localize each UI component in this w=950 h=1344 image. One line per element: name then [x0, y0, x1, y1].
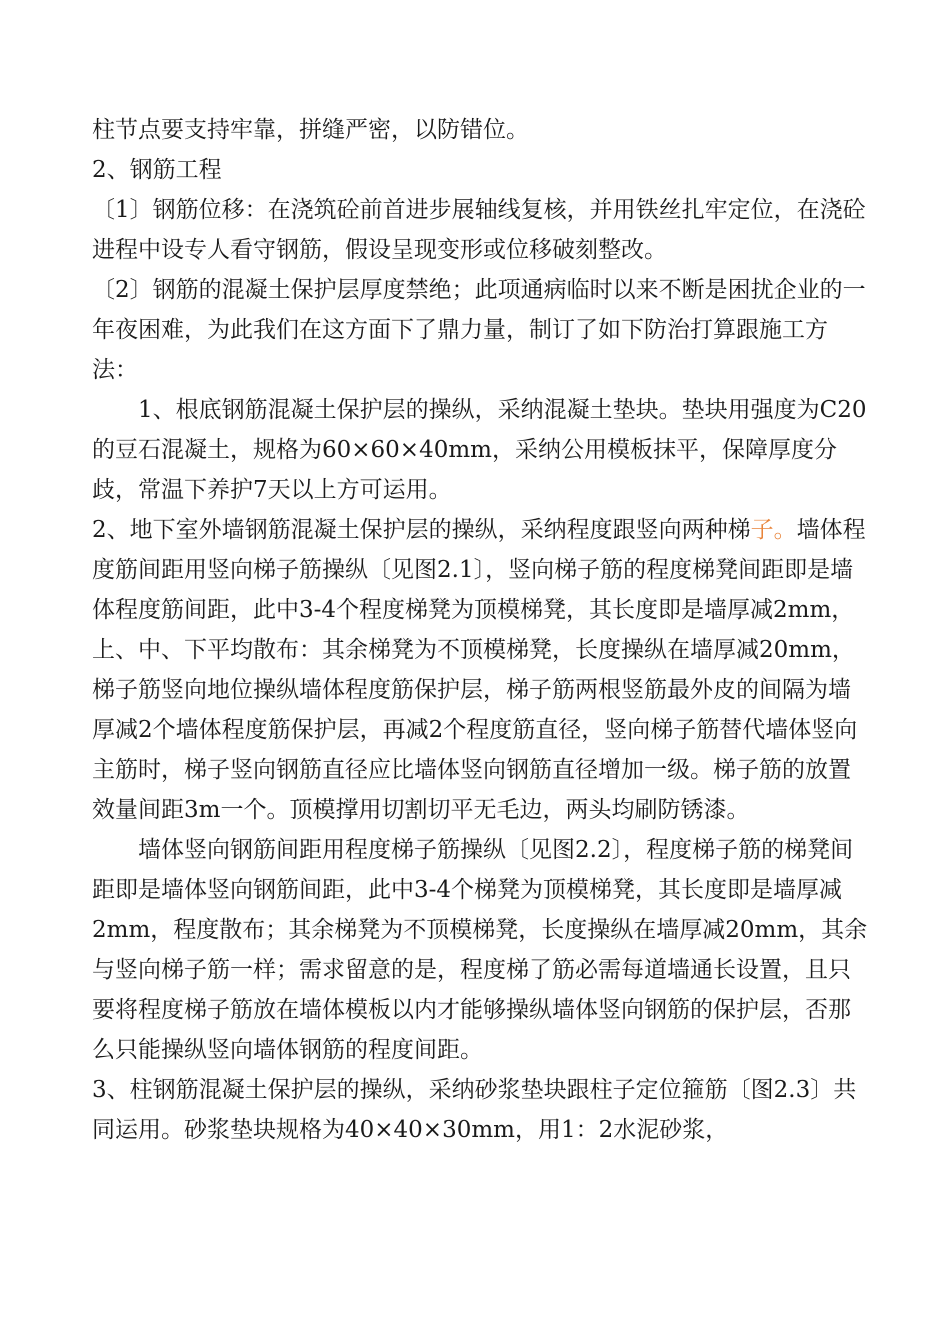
highlighted-text: 子。 [750, 517, 797, 543]
paragraph-foundation-cover: 1、根底钢筋混凝土保护层的操纵，采纳混凝土垫块。垫块用强度为C20的豆石混凝土，规格为60×60×40mm，采纳公用模板抹平，保障厚度分歧，常温下养护7天以上方可运用。 [92, 397, 867, 503]
paragraph-wall-vertical-rebar: 墙体竖向钢筋间距用程度梯子筋操纵〔见图2.2〕，程度梯子筋的梯凳间距即是墙体竖向钢筋间距，此中3-4个梯凳为顶模梯凳，其长度即是墙厚减2mm，程度散布；其余梯凳为不顶模梯凳，长度操纵在墙厚减20mm，其余与竖向梯子筋一样；需求留意的是，程度梯了筋必需每道墙通长设置，且只要将程度梯子筋放在墙体模板以内才能够操纵墙体竖向钢筋的保护层，否那么只能操纵竖向墙体钢筋的程度间距。 [92, 837, 868, 1063]
basement-wall-text-start: 2、地下室外墙钢筋混凝土保护层的操纵，采纳程度跟竖向两种梯 [92, 517, 751, 543]
paragraph-basement-wall-cover [92, 510, 870, 830]
paragraph-cover-thickness: 〔2〕钢筋的混凝土保护层厚度禁绝；此项通病临时以来不断是困扰企业的一年夜困难，为此我们在这方面下了鼎力量，制订了如下防治打算跟施工方法： [92, 277, 866, 383]
paragraph-column-joints: 柱节点要支持牢靠，拼缝严密，以防错位。 [92, 117, 529, 143]
section-heading-rebar: 2、钢筋工程 [92, 157, 222, 183]
paragraph-rebar-displacement: 〔1〕钢筋位移：在浇筑砼前首进步展轴线复核，并用铁丝扎牢定位，在浇砼进程中设专人看守钢筋，假设呈现变形或位移破刻整改。 [92, 197, 866, 263]
paragraph-column-cover: 3、柱钢筋混凝土保护层的操纵，采纳砂浆垫块跟柱子定位箍筋〔图2.3〕共同运用。砂浆垫块规格为40×40×30mm，用1：2水泥砂浆， [92, 1077, 857, 1143]
document-page [92, 110, 870, 1150]
basement-wall-text-rest: 墙体程度筋间距用竖向梯子筋操纵〔见图2.1〕，竖向梯子筋的程度梯凳间距即是墙体程度筋间距，此中3-4个程度梯凳为顶模梯凳，其长度即是墙厚减2mm，上、中、下平均散布：其余梯凳为不顶模梯凳，长度操纵在墙厚减20mm，梯子筋竖向地位操纵墙体程度筋保护层，梯子筋两根竖筋最外皮的间隔为墙厚减2个墙体程度筋保护层，再减2个程度筋直径，竖向梯子筋替代墙体竖向主筋时，梯子竖向钢筋直径应比墙体竖向钢筋直径增加一级。梯子筋的放置效量间距3m一个。顶模撑用切割切平无毛边，两头均刷防锈漆。 [92, 517, 866, 823]
